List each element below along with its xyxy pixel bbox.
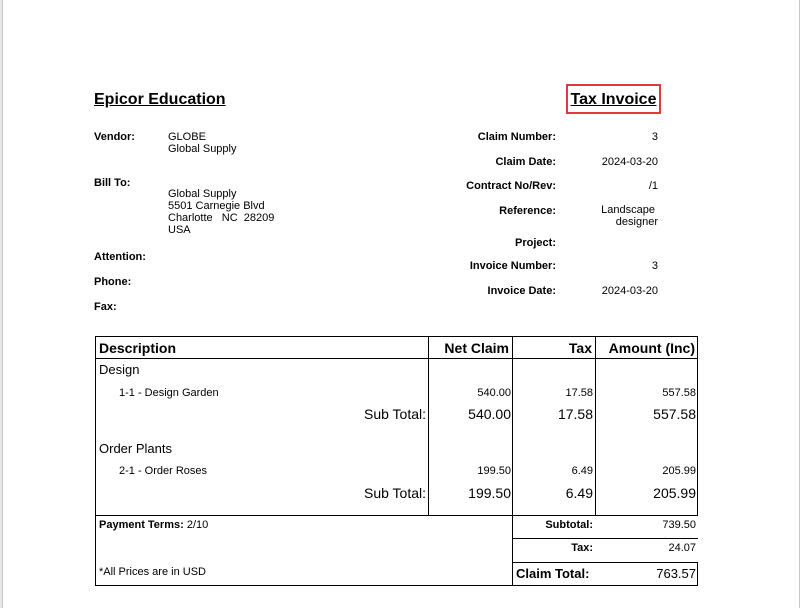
company-name: Epicor Education	[94, 91, 226, 108]
line-item-net: 540.00	[477, 387, 511, 399]
subtotal-amount: 205.99	[653, 485, 696, 501]
vendor-name: Global Supply	[168, 143, 237, 155]
claim-date-value: 2024-03-20	[601, 156, 658, 168]
claim-date-label: Claim Date:	[495, 156, 556, 168]
tax-summary-label: Tax:	[571, 542, 593, 554]
group-name: Order Plants	[99, 441, 172, 456]
payment-terms	[99, 519, 208, 531]
invoice-number-label: Invoice Number:	[469, 260, 556, 272]
claim-number-label: Claim Number:	[477, 131, 556, 143]
claim-total-value: 763.57	[656, 566, 696, 581]
subtotal-tax: 17.58	[557, 406, 593, 422]
invoice-number-value: 3	[651, 260, 658, 272]
line-item-amount: 205.99	[662, 465, 696, 477]
claim-total-label: Claim Total:	[516, 566, 590, 581]
line-items-table	[95, 336, 698, 586]
line-item-tax: 6.49	[571, 465, 593, 477]
vendor-label: Vendor:	[94, 131, 135, 143]
contract-label: Contract No/Rev:	[466, 180, 556, 192]
line-item-net: 199.50	[477, 465, 511, 477]
header-divider	[95, 358, 698, 359]
reference-label: Reference:	[499, 205, 556, 217]
subtotal-net: 540.00	[468, 406, 511, 422]
bill-to-line-2: 5501 Carnegie Blvd	[168, 200, 265, 212]
line-item-amount: 557.58	[662, 387, 696, 399]
header-description: Description	[99, 340, 177, 356]
payment-terms-value: 2/10	[186, 519, 209, 531]
bill-to-line-4: USA	[168, 224, 191, 236]
subtotal-label: Sub Total:	[363, 406, 426, 422]
reference-value-line-2: designer	[615, 216, 658, 228]
invoice-page	[2, 0, 800, 608]
claim-number-value: 3	[651, 131, 658, 143]
subtotal-summary-label: Subtotal:	[545, 519, 593, 531]
contract-value: /1	[648, 180, 658, 192]
line-item-description: 2-1 - Order Roses	[119, 465, 208, 477]
line-item-tax: 17.58	[565, 387, 593, 399]
bill-to-label: Bill To:	[94, 177, 131, 189]
prices-note: *All Prices are in USD	[99, 566, 206, 578]
header-tax: Tax	[568, 340, 592, 356]
invoice-date-value: 2024-03-20	[601, 285, 658, 297]
attention-label: Attention:	[94, 251, 146, 263]
group-name: Design	[99, 362, 140, 377]
bill-to-line-1: Global Supply	[168, 188, 237, 200]
subtotal-summary-value: 739.50	[662, 519, 696, 531]
fax-label: Fax:	[94, 301, 117, 313]
project-label: Project:	[515, 237, 556, 249]
header-amount: Amount (Inc)	[608, 340, 695, 356]
tax-summary-value: 24.07	[668, 542, 696, 554]
document-title: Tax Invoice	[566, 84, 661, 114]
totals-divider-1	[512, 538, 698, 539]
line-item-description: 1-1 - Design Garden	[119, 387, 219, 399]
subtotal-amount: 557.58	[653, 406, 696, 422]
reference-value-line-1: Landscape	[601, 204, 655, 216]
subtotal-net: 199.50	[468, 485, 511, 501]
bill-to-line-3: Charlotte NC 28209	[168, 212, 275, 224]
header-net-claim: Net Claim	[444, 340, 509, 356]
invoice-date-label: Invoice Date:	[487, 285, 556, 297]
phone-label: Phone:	[94, 276, 132, 288]
subtotal-tax: 6.49	[565, 485, 593, 501]
vendor-code: GLOBE	[168, 131, 206, 143]
subtotal-label: Sub Total:	[363, 485, 426, 501]
payment-terms-label: Payment Terms:	[99, 519, 184, 531]
